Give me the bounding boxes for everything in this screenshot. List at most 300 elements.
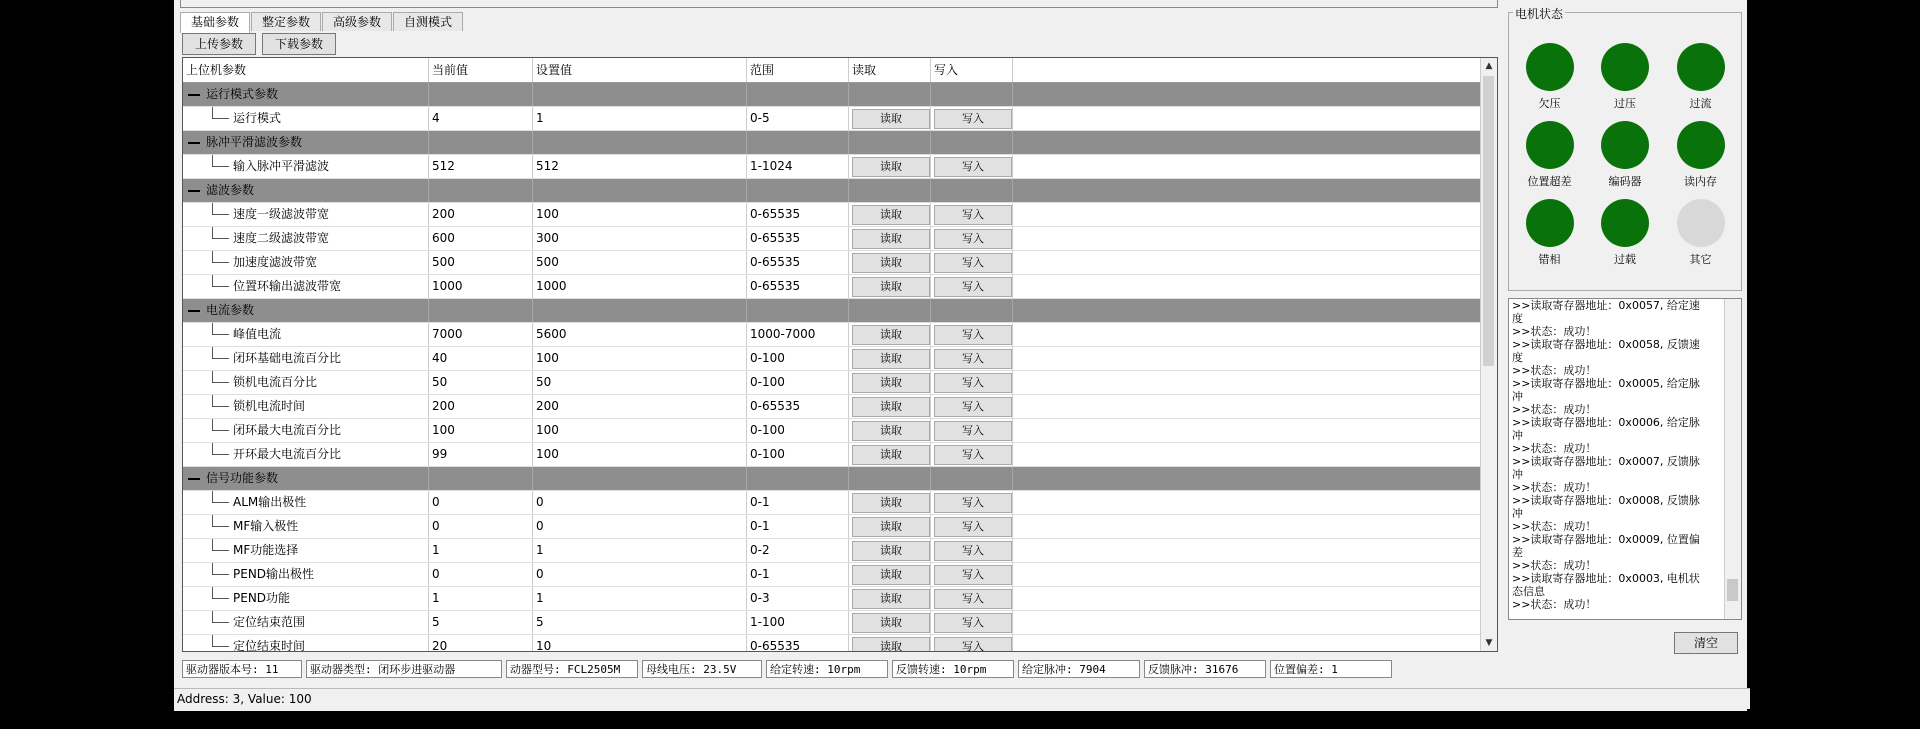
group-row: [183, 299, 1483, 323]
write-cell: [931, 251, 1013, 274]
indicator-light-icon: [1526, 121, 1574, 169]
param-name: MF输入极性: [233, 519, 299, 533]
setting-value[interactable]: 500: [533, 251, 747, 274]
read-button[interactable]: 读取: [852, 517, 930, 537]
read-button[interactable]: 读取: [852, 109, 930, 129]
param-name-cell: [183, 563, 429, 586]
param-name: 闭环基础电流百分比: [233, 351, 342, 365]
row-filler-cell: [1013, 443, 1483, 466]
row-filler-cell: [1013, 155, 1483, 178]
log-panel[interactable]: [1508, 298, 1742, 620]
write-cell: [931, 203, 1013, 226]
tree-branch-icon: [212, 515, 229, 527]
tree-branch-icon: [212, 323, 229, 335]
lamp-label: 过压: [1614, 97, 1636, 110]
param-row: [183, 275, 1483, 299]
row-filler-cell: [1013, 395, 1483, 418]
write-button[interactable]: 写入: [934, 157, 1012, 177]
tree-branch-icon: [212, 491, 229, 503]
range-value: 0-5: [747, 107, 849, 130]
setting-value[interactable]: 5: [533, 611, 747, 634]
read-button[interactable]: 读取: [852, 397, 930, 417]
setting-value[interactable]: 0: [533, 563, 747, 586]
group-filler-cell: [931, 467, 1013, 490]
log-line: >>状态：成功！: [1512, 325, 1597, 338]
log-line: >>读取寄存器地址：0x0007, 反馈脉: [1512, 455, 1700, 468]
row-filler-cell: [1013, 371, 1483, 394]
write-button[interactable]: 写入: [934, 277, 1012, 297]
col-header-current[interactable]: 当前值: [429, 58, 533, 82]
param-row: [183, 587, 1483, 611]
write-button[interactable]: 写入: [934, 373, 1012, 393]
row-filler-cell: [1013, 347, 1483, 370]
status-driver-version: 驱动器版本号: 11: [182, 660, 302, 678]
tab-tuning-params[interactable]: 整定参数: [251, 12, 321, 31]
write-button[interactable]: 写入: [934, 637, 1012, 652]
read-cell: [849, 371, 931, 394]
row-filler-cell: [1013, 491, 1483, 514]
group-filler-cell: [1013, 179, 1483, 202]
write-button[interactable]: 写入: [934, 565, 1012, 585]
status-lamp: [1666, 121, 1736, 189]
current-value: 100: [429, 419, 533, 442]
param-name: 开环最大电流百分比: [233, 447, 342, 461]
write-button[interactable]: 写入: [934, 613, 1012, 633]
tree-branch-icon: [212, 155, 229, 167]
row-filler-cell: [1013, 539, 1483, 562]
group-filler-cell: [533, 467, 747, 490]
param-name-cell: [183, 227, 429, 250]
tab-strip: [180, 12, 464, 32]
tree-branch-icon: [212, 347, 229, 359]
param-name-cell: [183, 371, 429, 394]
read-cell: [849, 203, 931, 226]
log-line: 冲: [1512, 390, 1523, 403]
group-filler-cell: [747, 83, 849, 106]
log-line: 度: [1512, 351, 1523, 364]
indicator-light-icon: [1677, 121, 1725, 169]
param-row: [183, 563, 1483, 587]
group-title: 运行模式参数: [206, 87, 279, 101]
group-filler-cell: [533, 131, 747, 154]
range-value: 0-65535: [747, 203, 849, 226]
motor-status-group: [1508, 7, 1742, 291]
status-given-pulse: 给定脉冲: 7904: [1018, 660, 1140, 678]
param-row: [183, 251, 1483, 275]
read-cell: [849, 107, 931, 130]
group-filler-cell: [1013, 131, 1483, 154]
log-line: 态信息: [1512, 585, 1545, 598]
collapse-icon[interactable]: [188, 94, 200, 96]
current-value: 200: [429, 395, 533, 418]
param-grid: [182, 57, 1498, 652]
param-row: [183, 635, 1483, 652]
param-row: [183, 491, 1483, 515]
param-name: 定位结束时间: [233, 639, 306, 652]
upload-params-button[interactable]: 上传参数: [182, 33, 256, 55]
write-button[interactable]: 写入: [934, 589, 1012, 609]
log-line: 冲: [1512, 429, 1523, 442]
group-filler-cell: [747, 467, 849, 490]
param-name-cell: [183, 491, 429, 514]
read-button[interactable]: 读取: [852, 205, 930, 225]
setting-value[interactable]: 1: [533, 539, 747, 562]
status-bar-fields: [182, 660, 1392, 678]
read-button[interactable]: 读取: [852, 253, 930, 273]
param-name: PEND功能: [233, 591, 291, 605]
setting-value[interactable]: 200: [533, 395, 747, 418]
collapse-icon[interactable]: [188, 310, 200, 312]
param-row: [183, 515, 1483, 539]
group-filler-cell: [747, 131, 849, 154]
param-name: 锁机电流百分比: [233, 375, 318, 389]
setting-value[interactable]: 0: [533, 515, 747, 538]
range-value: 0-100: [747, 443, 849, 466]
status-feedback-speed: 反馈转速: 10rpm: [892, 660, 1014, 678]
scroll-thumb[interactable]: [1483, 76, 1494, 366]
write-button[interactable]: 写入: [934, 253, 1012, 273]
log-line: >>状态：成功！: [1512, 598, 1597, 611]
indicator-light-icon: [1601, 121, 1649, 169]
setting-value[interactable]: 100: [533, 347, 747, 370]
tab-basic-params[interactable]: 基础参数: [180, 12, 250, 33]
write-cell: [931, 563, 1013, 586]
write-cell: [931, 491, 1013, 514]
row-filler-cell: [1013, 419, 1483, 442]
write-cell: [931, 347, 1013, 370]
setting-value[interactable]: 0: [533, 491, 747, 514]
lamp-label: 过流: [1689, 97, 1712, 110]
range-value: 0-3: [747, 587, 849, 610]
setting-value[interactable]: 100: [533, 419, 747, 442]
lamp-label: 位置超差: [1527, 175, 1572, 188]
param-name-cell: [183, 347, 429, 370]
write-button[interactable]: 写入: [934, 325, 1012, 345]
bottom-status: Address: 3, Value: 100: [174, 688, 1750, 709]
collapse-icon[interactable]: [188, 478, 200, 480]
status-lamps: [1509, 43, 1741, 267]
param-name: PEND输出极性: [233, 567, 315, 581]
tree-branch-icon: [212, 203, 229, 215]
write-button[interactable]: 写入: [934, 541, 1012, 561]
current-value: 20: [429, 635, 533, 652]
log-line: >>状态：成功！: [1512, 403, 1597, 416]
param-name-cell: [183, 323, 429, 346]
log-line: 冲: [1512, 507, 1523, 520]
write-cell: [931, 443, 1013, 466]
read-cell: [849, 323, 931, 346]
range-value: 0-2: [747, 539, 849, 562]
write-cell: [931, 419, 1013, 442]
read-cell: [849, 611, 931, 634]
read-button[interactable]: 读取: [852, 589, 930, 609]
log-line: >>读取寄存器地址：0x0058, 反馈速: [1512, 338, 1700, 351]
param-row: [183, 347, 1483, 371]
setting-value[interactable]: 100: [533, 443, 747, 466]
range-value: 0-65535: [747, 251, 849, 274]
read-button[interactable]: 读取: [852, 445, 930, 465]
range-value: 1000-7000: [747, 323, 849, 346]
group-filler-cell: [533, 83, 747, 106]
group-cell[interactable]: [183, 467, 429, 490]
group-row: [183, 83, 1483, 107]
setting-value[interactable]: 100: [533, 203, 747, 226]
group-title: 脉冲平滑滤波参数: [206, 135, 303, 149]
range-value: 0-65535: [747, 395, 849, 418]
read-button[interactable]: 读取: [852, 637, 930, 652]
param-name-cell: [183, 395, 429, 418]
write-button[interactable]: 写入: [934, 493, 1012, 513]
setting-value[interactable]: 5600: [533, 323, 747, 346]
collapse-icon[interactable]: [188, 142, 200, 144]
write-cell: [931, 275, 1013, 298]
read-cell: [849, 539, 931, 562]
tree-branch-icon: [212, 539, 229, 551]
tree-branch-icon: [212, 563, 229, 575]
group-filler-cell: [931, 83, 1013, 106]
read-button[interactable]: 读取: [852, 613, 930, 633]
param-name-cell: [183, 107, 429, 130]
write-button[interactable]: 写入: [934, 229, 1012, 249]
status-lamp: [1515, 43, 1585, 111]
write-cell: [931, 587, 1013, 610]
range-value: 0-65535: [747, 227, 849, 250]
group-filler-cell: [747, 299, 849, 322]
param-name-cell: [183, 275, 429, 298]
write-cell: [931, 515, 1013, 538]
range-value: 0-65535: [747, 275, 849, 298]
param-row: [183, 539, 1483, 563]
param-name-cell: [183, 155, 429, 178]
param-name-cell: [183, 611, 429, 634]
param-name-cell: [183, 587, 429, 610]
param-name: 位置环输出滤波带宽: [233, 279, 342, 293]
write-button[interactable]: 写入: [934, 445, 1012, 465]
log-line: 差: [1512, 546, 1523, 559]
col-header-param[interactable]: 上位机参数: [183, 58, 429, 82]
tree-branch-icon: [212, 371, 229, 383]
row-filler-cell: [1013, 587, 1483, 610]
group-filler-cell: [1013, 83, 1483, 106]
read-cell: [849, 515, 931, 538]
row-filler-cell: [1013, 563, 1483, 586]
group-filler-cell: [429, 83, 533, 106]
write-button[interactable]: 写入: [934, 421, 1012, 441]
scroll-down-icon[interactable]: ▼: [1485, 638, 1493, 648]
indicator-light-icon: [1526, 199, 1574, 247]
param-name-cell: [183, 203, 429, 226]
col-header-read[interactable]: 读取: [849, 58, 931, 82]
group-cell[interactable]: [183, 299, 429, 322]
write-button[interactable]: 写入: [934, 397, 1012, 417]
param-name-cell: [183, 443, 429, 466]
group-filler-cell: [533, 179, 747, 202]
status-position-error: 位置偏差: 1: [1270, 660, 1392, 678]
current-value: 1000: [429, 275, 533, 298]
write-cell: [931, 323, 1013, 346]
group-title: 电流参数: [206, 303, 255, 317]
write-button[interactable]: 写入: [934, 349, 1012, 369]
log-line: >>状态：成功！: [1512, 559, 1597, 572]
read-button[interactable]: 读取: [852, 493, 930, 513]
write-button[interactable]: 写入: [934, 205, 1012, 225]
tree-branch-icon: [212, 635, 229, 647]
read-button[interactable]: 读取: [852, 565, 930, 585]
param-toolbar: [182, 33, 336, 55]
grid-header: [183, 58, 1483, 83]
tree-branch-icon: [212, 395, 229, 407]
setting-value[interactable]: 1: [533, 587, 747, 610]
tree-branch-icon: [212, 419, 229, 431]
status-bus-voltage: 母线电压: 23.5V: [642, 660, 762, 678]
write-cell: [931, 539, 1013, 562]
log-scrollbar[interactable]: [1724, 299, 1741, 619]
log-line: 冲: [1512, 468, 1523, 481]
read-button[interactable]: 读取: [852, 541, 930, 561]
current-value: 0: [429, 491, 533, 514]
param-name: 速度二级滤波带宽: [233, 231, 330, 245]
status-given-speed: 给定转速: 10rpm: [766, 660, 888, 678]
clear-log-button[interactable]: 清空: [1674, 632, 1738, 654]
log-line: >>状态：成功！: [1512, 442, 1597, 455]
app-window: [174, 0, 1747, 711]
row-filler-cell: [1013, 275, 1483, 298]
group-title: 信号功能参数: [206, 471, 279, 485]
current-value: 5: [429, 611, 533, 634]
param-name: ALM输出极性: [233, 495, 307, 509]
indicator-light-icon: [1601, 199, 1649, 247]
current-value: 512: [429, 155, 533, 178]
read-button[interactable]: 读取: [852, 349, 930, 369]
param-name: MF功能选择: [233, 543, 299, 557]
status-lamp: [1666, 199, 1736, 267]
write-cell: [931, 107, 1013, 130]
group-filler-cell: [849, 179, 931, 202]
indicator-light-icon: [1677, 199, 1725, 247]
param-name-cell: [183, 515, 429, 538]
read-button[interactable]: 读取: [852, 325, 930, 345]
range-value: 1-1024: [747, 155, 849, 178]
read-cell: [849, 419, 931, 442]
param-row: [183, 107, 1483, 131]
group-cell[interactable]: [183, 131, 429, 154]
current-value: 50: [429, 371, 533, 394]
write-cell: [931, 227, 1013, 250]
log-line: 度: [1512, 312, 1523, 325]
read-button[interactable]: 读取: [852, 229, 930, 249]
read-cell: [849, 155, 931, 178]
current-value: 99: [429, 443, 533, 466]
group-filler-cell: [429, 299, 533, 322]
log-scroll-thumb[interactable]: [1727, 579, 1738, 601]
group-filler-cell: [533, 299, 747, 322]
lamp-label: 编码器: [1608, 175, 1642, 188]
param-row: [183, 419, 1483, 443]
tree-branch-icon: [212, 587, 229, 599]
setting-value[interactable]: 300: [533, 227, 747, 250]
read-cell: [849, 635, 931, 652]
group-row: [183, 131, 1483, 155]
tab-advanced-params[interactable]: 高级参数: [322, 12, 392, 31]
status-lamp: [1666, 43, 1736, 111]
grid-scrollbar[interactable]: [1480, 58, 1497, 651]
indicator-light-icon: [1601, 43, 1649, 91]
read-button[interactable]: 读取: [852, 277, 930, 297]
group-cell[interactable]: [183, 83, 429, 106]
group-filler-cell: [849, 467, 931, 490]
row-filler-cell: [1013, 251, 1483, 274]
status-feedback-pulse: 反馈脉冲: 31676: [1144, 660, 1266, 678]
tree-branch-icon: [212, 107, 229, 119]
col-header-write[interactable]: 写入: [931, 58, 1013, 82]
param-name: 峰值电流: [233, 327, 282, 341]
log-line: >>读取寄存器地址：0x0006, 给定脉: [1512, 416, 1700, 429]
param-name: 运行模式: [233, 111, 282, 125]
download-params-button[interactable]: 下载参数: [262, 33, 336, 55]
status-lamp: [1590, 43, 1660, 111]
group-filler-cell: [931, 179, 1013, 202]
tree-branch-icon: [212, 611, 229, 623]
read-button[interactable]: 读取: [852, 421, 930, 441]
current-value: 40: [429, 347, 533, 370]
param-name: 锁机电流时间: [233, 399, 306, 413]
group-filler-cell: [429, 179, 533, 202]
setting-value[interactable]: 50: [533, 371, 747, 394]
setting-value[interactable]: 1: [533, 107, 747, 130]
motor-status-title: 电机状态: [1515, 7, 1564, 21]
param-row: [183, 443, 1483, 467]
group-filler-cell: [747, 179, 849, 202]
range-value: 1-100: [747, 611, 849, 634]
write-cell: [931, 611, 1013, 634]
read-button[interactable]: 读取: [852, 373, 930, 393]
read-cell: [849, 587, 931, 610]
col-header-range[interactable]: 范围: [747, 58, 849, 82]
current-value: 1: [429, 587, 533, 610]
status-lamp: [1515, 121, 1585, 189]
col-header-setting[interactable]: 设置值: [533, 58, 747, 82]
write-button[interactable]: 写入: [934, 517, 1012, 537]
scroll-up-icon[interactable]: ▲: [1485, 61, 1493, 71]
lamp-label: 其它: [1689, 253, 1712, 266]
indicator-light-icon: [1526, 43, 1574, 91]
group-filler-cell: [1013, 467, 1483, 490]
range-value: 0-1: [747, 491, 849, 514]
tab-self-test[interactable]: 自测模式: [393, 12, 463, 31]
current-value: 600: [429, 227, 533, 250]
col-header-filler: [1013, 58, 1483, 82]
row-filler-cell: [1013, 515, 1483, 538]
collapse-icon[interactable]: [188, 190, 200, 192]
read-cell: [849, 395, 931, 418]
setting-value[interactable]: 512: [533, 155, 747, 178]
tree-branch-icon: [212, 227, 229, 239]
param-name: 闭环最大电流百分比: [233, 423, 342, 437]
write-button[interactable]: 写入: [934, 109, 1012, 129]
log-line: >>状态：成功！: [1512, 364, 1597, 377]
lamp-label: 错相: [1538, 253, 1561, 266]
status-lamp: [1590, 199, 1660, 267]
param-row: [183, 323, 1483, 347]
read-button[interactable]: 读取: [852, 157, 930, 177]
setting-value[interactable]: 10: [533, 635, 747, 652]
lamp-label: 欠压: [1538, 97, 1561, 110]
write-cell: [931, 635, 1013, 652]
group-filler-cell: [429, 131, 533, 154]
range-value: 0-100: [747, 419, 849, 442]
group-cell[interactable]: [183, 179, 429, 202]
setting-value[interactable]: 1000: [533, 275, 747, 298]
